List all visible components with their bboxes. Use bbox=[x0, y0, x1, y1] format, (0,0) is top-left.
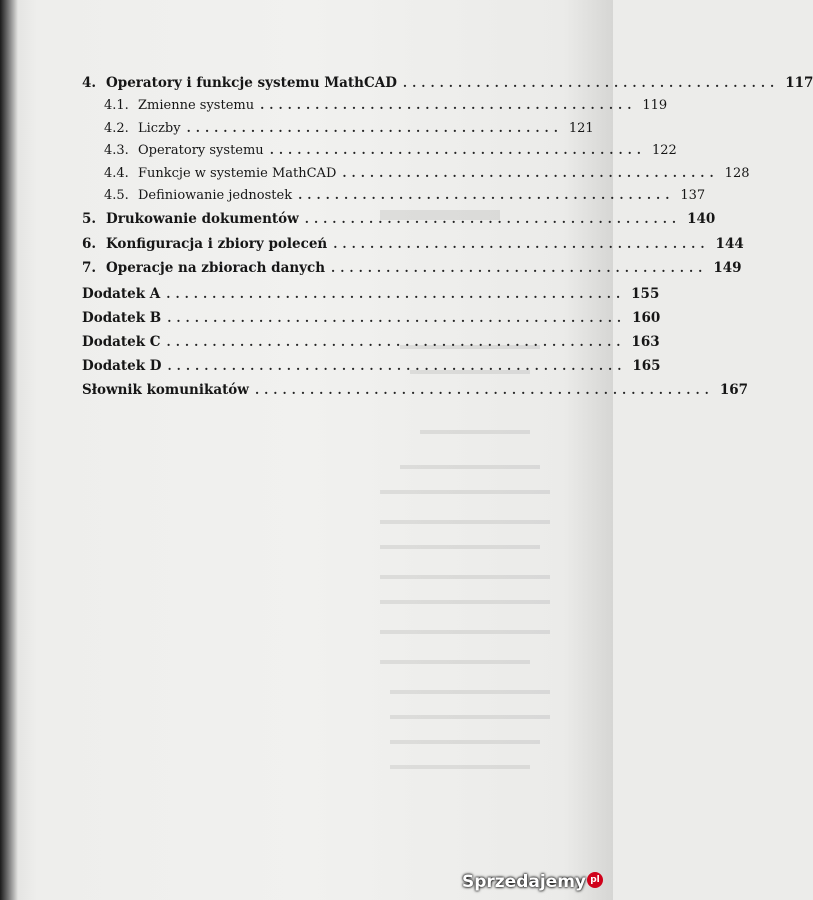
toc-entry bbox=[82, 310, 661, 326]
entry-number: 4.4. bbox=[104, 166, 129, 181]
entry-number: 4. bbox=[82, 75, 97, 91]
entry-title: Operatory systemu bbox=[138, 143, 264, 158]
entry-page: 122 bbox=[651, 143, 677, 158]
entry-title: Operatory i funkcje systemu MathCAD bbox=[106, 75, 397, 91]
toc-entry bbox=[104, 121, 594, 136]
entry-page: 128 bbox=[724, 166, 750, 181]
dot-leader: .................................................. bbox=[254, 383, 714, 397]
dot-leader: ......................................... bbox=[333, 237, 710, 251]
entry-page: 149 bbox=[713, 260, 742, 276]
entry-page: 155 bbox=[631, 286, 660, 302]
entry-title: Konfiguracja i zbiory poleceń bbox=[106, 236, 328, 252]
dot-leader: .................................................. bbox=[167, 311, 627, 325]
toc-entry bbox=[82, 236, 744, 252]
dot-leader: ......................................... bbox=[304, 212, 682, 226]
dot-leader: ......................................... bbox=[331, 261, 708, 275]
entry-page: 137 bbox=[680, 188, 706, 203]
entry-page: 144 bbox=[715, 236, 744, 252]
entry-title: Liczby bbox=[138, 121, 181, 136]
entry-number: 4.1. bbox=[104, 98, 129, 113]
entry-page: 140 bbox=[687, 211, 716, 227]
dot-leader: .................................................. bbox=[167, 359, 627, 373]
toc-entry bbox=[82, 286, 660, 302]
dot-leader: ......................................... bbox=[298, 188, 675, 202]
dot-leader: ......................................... bbox=[186, 121, 563, 135]
toc-entry bbox=[104, 143, 677, 158]
dot-leader: ......................................... bbox=[342, 166, 719, 180]
toc-entry bbox=[82, 75, 813, 91]
entry-title: Funkcje w systemie MathCAD bbox=[138, 166, 337, 181]
toc-entry bbox=[82, 382, 749, 398]
toc-entry bbox=[82, 211, 716, 227]
entry-title: Operacje na zbiorach danych bbox=[106, 260, 326, 276]
toc-entry bbox=[82, 358, 661, 374]
entry-number: 5. bbox=[82, 211, 97, 227]
toc-entry bbox=[104, 166, 750, 181]
entry-title: Definiowanie jednostek bbox=[138, 188, 293, 203]
entry-number: 6. bbox=[82, 236, 97, 252]
entry-title: Dodatek C bbox=[82, 334, 161, 350]
entry-number: 4.5. bbox=[104, 188, 129, 203]
watermark-badge: pl bbox=[587, 872, 603, 888]
dot-leader: .................................................. bbox=[166, 287, 626, 301]
entry-title: Dodatek D bbox=[82, 358, 162, 374]
entry-page: 167 bbox=[719, 382, 749, 398]
entry-number: 4.3. bbox=[104, 143, 129, 158]
dot-leader: ......................................... bbox=[402, 76, 780, 90]
dot-leader: ......................................... bbox=[269, 143, 646, 157]
toc-entry bbox=[104, 98, 668, 113]
toc-entry bbox=[82, 260, 742, 276]
toc-entry bbox=[104, 188, 706, 203]
watermark-text: Sprzedajemy bbox=[461, 872, 586, 892]
entry-title: Słownik komunikatów bbox=[82, 382, 249, 398]
entry-title: Zmienne systemu bbox=[138, 98, 255, 113]
entry-number: 4.2. bbox=[104, 121, 129, 136]
entry-title: Dodatek B bbox=[82, 310, 162, 326]
entry-page: 121 bbox=[568, 121, 594, 136]
entry-page: 163 bbox=[631, 334, 660, 350]
entry-page: 165 bbox=[632, 358, 661, 374]
entry-title: Drukowanie dokumentów bbox=[106, 211, 299, 227]
entry-page: 119 bbox=[642, 98, 668, 113]
toc-entry bbox=[82, 334, 660, 350]
dot-leader: .................................................. bbox=[166, 335, 626, 349]
dot-leader: ......................................... bbox=[260, 98, 637, 112]
entry-page: 160 bbox=[632, 310, 661, 326]
site-watermark bbox=[462, 872, 603, 892]
entry-title: Dodatek A bbox=[82, 286, 161, 302]
entry-page: 117 bbox=[785, 75, 813, 91]
entry-number: 7. bbox=[82, 260, 97, 276]
